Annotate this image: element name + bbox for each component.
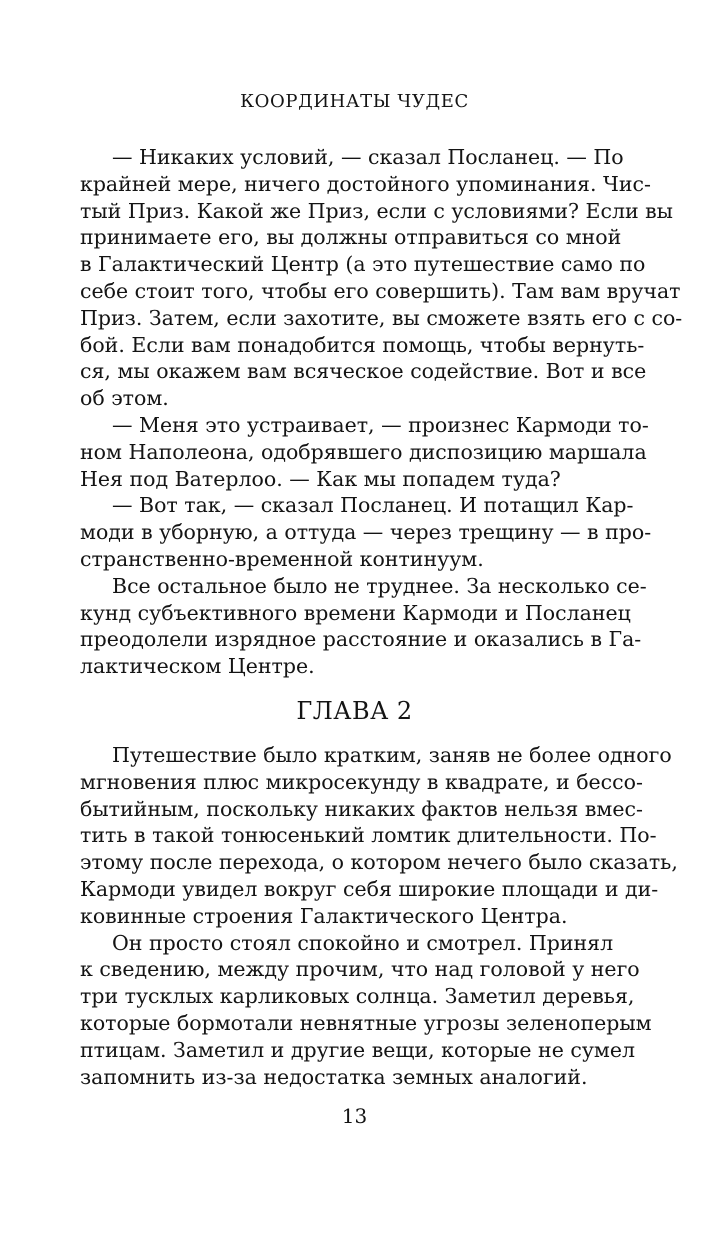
running-header: КООРДИНАТЫ ЧУДЕС [240,91,469,112]
text-line: принимаете его, вы должны отправиться со мной [80,225,622,250]
text-line: бой. Если вам понадобится помощь, чтобы вернуть- [80,332,645,357]
page-number: 13 [341,1104,368,1128]
chapter-title: ГЛАВА 2 [296,697,413,725]
text-block-1 [80,144,683,680]
text-line: Все остальное было не труднее. За несколько се- [112,573,647,598]
text-line: кунд субъективного времени Кармоди и Посланец [80,600,631,625]
text-line: три тусклых карликовых солнца. Заметил деревья, [80,984,635,1009]
text-line: Нея под Ватерлоо. — Как мы попадем туда? [80,466,561,491]
text-line: преодолели изрядное расстояние и оказались в Га- [80,627,642,652]
text-line: ковинные строения Галактического Центра. [80,903,568,928]
text-line: птицам. Заметил и другие вещи, которые не сумел [80,1037,636,1062]
text-line: этому после перехода, о котором нечего было сказать, [80,850,678,875]
text-line: Он просто стоял спокойно и смотрел. Принял [112,930,614,955]
text-line: тый Приз. Какой же Приз, если с условиями? Если вы [80,198,673,223]
text-line: — Меня это устраивает, — произнес Кармоди то- [112,412,649,437]
text-line: Приз. Затем, если захотите, вы сможете взять его с со- [80,305,683,330]
text-line: мгновения плюс микросекунду в квадрате, и бессо- [80,769,643,794]
text-line: — Никаких условий, — сказал Посланец. — По [112,145,624,169]
text-line: Кармоди увидел вокруг себя широкие площади и ди- [80,876,659,901]
text-line: — Вот так, — сказал Посланец. И потащил Кар- [112,493,634,518]
text-line: бытийным, поскольку никаких фактов нельзя вмес- [80,796,643,821]
text-line: к сведению, между прочим, что над головой у него [80,957,640,982]
text-line: Путешествие было кратким, заняв не более одного [112,743,672,767]
text-line: тить в такой тонюсенький ломтик длительности. По- [80,823,657,848]
text-line: крайней мере, ничего достойного упоминания. Чис- [80,171,651,196]
text-line: лактическом Центре. [80,654,315,679]
text-line: ном Наполеона, одобрявшего диспозицию маршала [80,439,647,464]
text-line: об этом. [80,386,169,411]
text-line: странственно-временной континуум. [80,546,484,571]
text-block-2 [80,742,678,1090]
text-line: которые бормотали невнятные угрозы зеленоперым [80,1010,652,1035]
text-line: ся, мы окажем вам всяческое содействие. Вот и все [80,359,647,384]
text-line: моди в уборную, а оттуда — через трещину — в про- [80,520,652,545]
text-line: запомнить из-за недостатка земных аналогий. [80,1064,588,1089]
text-line: в Галактический Центр (а это путешествие само по [80,252,646,277]
text-line: себе стоит того, чтобы его совершить). Там вам вручат [80,278,681,303]
